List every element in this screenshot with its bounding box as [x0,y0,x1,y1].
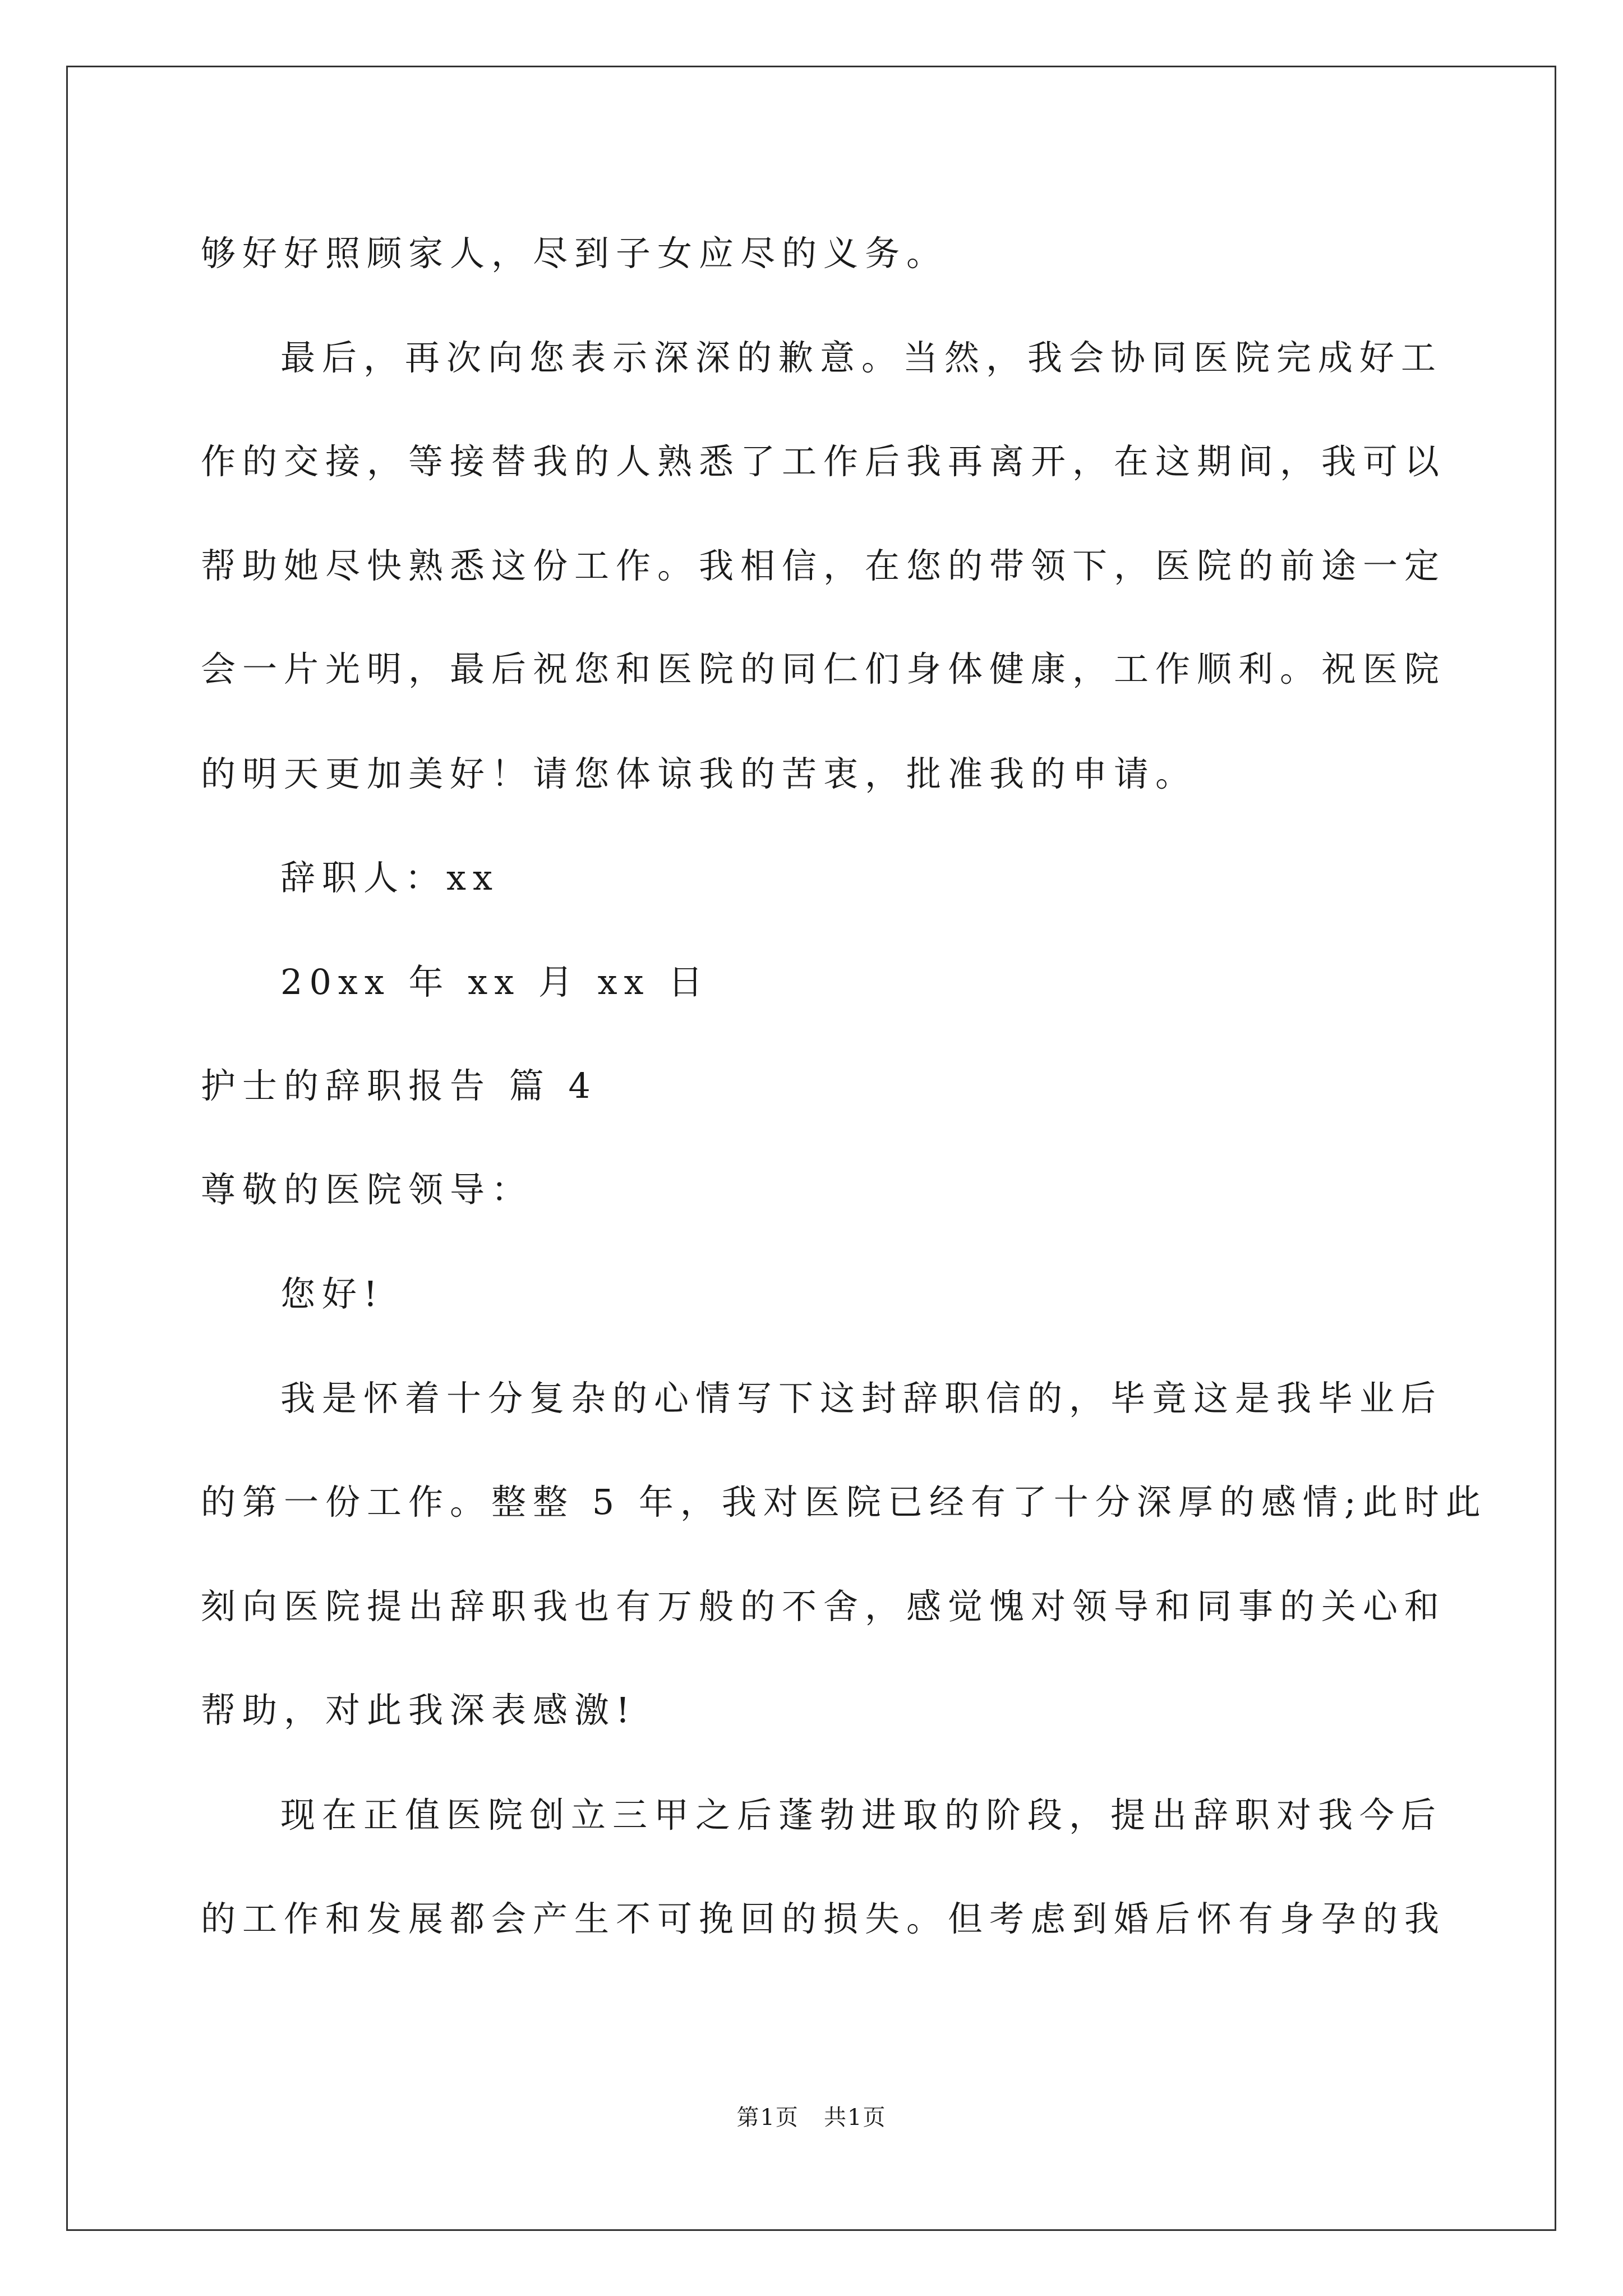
salutation: 尊敬的医院领导： [201,1169,533,1210]
paragraph-line: 的工作和发展都会产生不可挽回的损失。但考虑到婚后怀有身孕的我 [201,1898,1446,1939]
paragraph-line: 会一片光明，最后祝您和医院的同仁们身体健康，工作顺利。祝医院 [201,648,1446,689]
paragraph-line: 的明天更加美好！请您体谅我的苦衷，批准我的申请。 [201,753,1197,794]
greeting: 您好! [280,1273,384,1314]
paragraph-line: 帮助她尽快熟悉这份工作。我相信，在您的带领下，医院的前途一定 [201,545,1446,586]
paragraph-line: 的第一份工作。整整 5 年，我对医院已经有了十分深厚的感情;此时此 [201,1481,1487,1522]
paragraph-line: 够好好照顾家人，尽到子女应尽的义务。 [201,233,948,274]
resigner-line: 辞职人：xx [280,857,499,898]
paragraph-line: 帮助，对此我深表感激! [201,1690,637,1731]
page-number-footer: 第1页 共1页 [736,2105,887,2131]
paragraph-line: 我是怀着十分复杂的心情写下这封辞职信的，毕竟这是我毕业后 [280,1378,1443,1419]
paragraph-line: 刻向医院提出辞职我也有万般的不舍，感觉愧对领导和同事的关心和 [201,1586,1446,1627]
paragraph-line: 现在正值医院创立三甲之后蓬勃进取的阶段，提出辞职对我今后 [280,1795,1443,1835]
section-heading: 护士的辞职报告 篇 4 [201,1065,597,1106]
paragraph-line: 作的交接，等接替我的人熟悉了工作后我再离开，在这期间，我可以 [201,441,1446,482]
paragraph-line: 最后，再次向您表示深深的歉意。当然，我会协同医院完成好工 [280,337,1443,378]
date-line: 20xx 年 xx 月 xx 日 [280,961,710,1002]
